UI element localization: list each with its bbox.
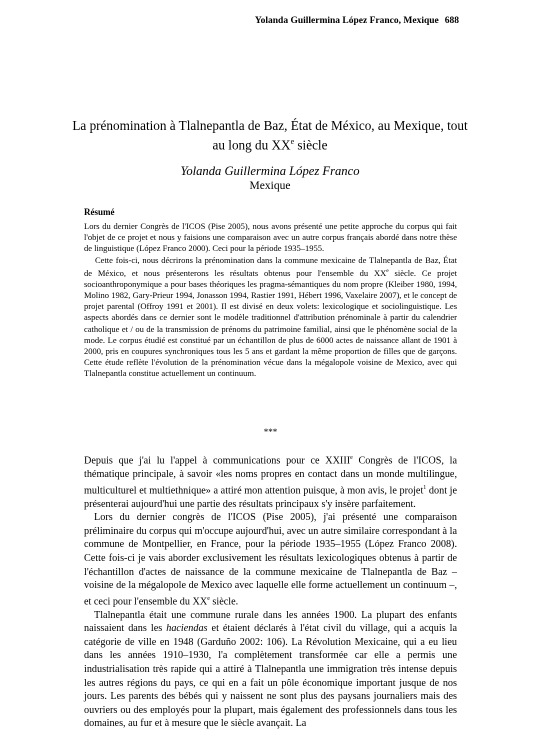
body-p3-italic: haciendas	[166, 623, 208, 635]
body-text	[84, 452, 457, 731]
title-tail: siècle	[294, 137, 328, 153]
running-header	[255, 16, 459, 26]
body-paragraph-1	[84, 452, 457, 511]
body-p2-a: Lors du dernier congrès de l'ICOS (Pise 2005), j'ai présenté une comparaison préliminaire du corpus qui m'occupe aujourd'hui, avec un autre similaire correspondant à la commune de Montpellier, en France, pour la période 1935–1955 (López Franco 2008). Cette fois-ci je vais aborder exclusivement les résultats lexicologiques obtenus à partir de l'échantillon d'actes de naissance de la commune mexicaine de Tlalnepantla de Baz – voisine de la mégalopole de Mexico avec laquelle elle forme actuellement un continuum –, et ceci pour l'ensemble du XX	[84, 512, 457, 608]
body-p1-sup1: e	[350, 455, 353, 461]
author-affiliation: Mexique	[249, 180, 291, 192]
abstract-p2-sup: e	[386, 267, 389, 274]
body-p2-sup: e	[207, 595, 210, 602]
paper-title	[70, 118, 470, 153]
body-p3-a: Tlalnepantla était une commune rurale dans les années 1900. La plupart des enfants naissaient dans les	[84, 609, 457, 635]
author-name: Yolanda Guillermina López Franco	[180, 164, 360, 178]
body-p1-b: Congrès de l'ICOS, la thématique principale, à savoir «les noms propres en contact dans un monde multilingue, multiculturel et multiethnique» a attiré mon attention puisque, à mon avis, le projet	[84, 455, 457, 496]
body-paragraph-3	[84, 609, 457, 731]
body-p1-a: Depuis que j'ai lu l'appel à communications pour ce XXIII	[84, 455, 351, 467]
abstract-p2-start: Cette fois-ci, nous décrirons la prénomination dans la commune mexicaine de Tlalnepantla de Baz, État de México, et nous présenterons les résultats obtenus pour l'ensemble du XX	[84, 254, 457, 278]
page-number: 688	[444, 16, 459, 26]
body-p3-b: et étaient déclarés à l'état civil du village, qui a acquis la catégorie de ville en 1948 (Garduño 2002: 106). La Révolution Mexicaine, qui a eu lieu dans les années 1910–1930, l'a complètement transformée car elle a permis une industrialisation très rapide qui a attiré à Tlalnepantla une immigration très intense depuis les autres régions du pays, ce qui en a fait un pôle économique important jusque de nos jours. Les parents des bébés qui y naissent ne sont plus des paysans journaliers mais des ouvriers ou des employés pour la plupart, mais également des professionnels dans tous les domaines, au fur et à mesure que le siècle avançait. La	[84, 623, 457, 730]
title-sup: e	[290, 137, 295, 146]
abstract-paragraph-2	[84, 255, 457, 380]
abstract-p2-end: siècle. Ce projet socioanthroponymique a pour bases théoriques les pragma-sémantiques du nom propre (Kleiber 1980, 1994, Molino 1982, Gary-Prieur 1994, Jonasson 1994, Rastier 1991, Hébert 1996, Vaxelaire 2007), et le concept de projet parental (Offroy 1991 et 2001). Il est divisé en deux volets: lexicologique et sociolinguistique. Les aspects abordés dans ce dernier sont le modèle traditionnel d'attribution prénominale à partir du calendrier catholique et / ou de la transmission de prénoms du patrimoine familial, ainsi que le phénomène social de la mode. Le corpus étudié est constitué par un échantillon de plus de 6000 actes de naissance allant de 1901 à 2000, pris en coupures synchroniques tous les 5 ans et gardant la même proportion de filles que de garçons. Cette étude reflète l'évolution de la prénomination vécue dans la mégalopole voisine de Mexico, avec qui Tlalnepantla constitue actuellement un continuum.	[84, 267, 457, 379]
abstract-paragraph-1: Lors du dernier Congrès de l'ICOS (Pise 2005), nous avons présenté une petite approche du corpus qui fait l'objet de ce projet et nous y faisions une comparaison avec un autre corpus français abordé dans notre thèse de linguistique (López Franco 2000). Ceci pour la période 1935–1955.	[84, 221, 457, 254]
abstract	[84, 221, 457, 380]
title-main: La prénomination à Tlalnepantla de Baz, État de México, au Mexique, tout au long du XX	[72, 118, 468, 153]
abstract-heading: Résumé	[84, 207, 115, 217]
running-title: Yolanda Guillermina López Franco, Mexique	[254, 16, 439, 26]
section-separator: ***	[263, 427, 278, 437]
body-p2-b: siècle.	[209, 596, 239, 608]
body-p1-c: dont je présenterai aujourd'hui une partie des résultats principaux s'y insère parfaitement.	[84, 484, 458, 510]
footnote-ref-1[interactable]: 1	[423, 484, 427, 491]
body-paragraph-2	[84, 511, 457, 609]
